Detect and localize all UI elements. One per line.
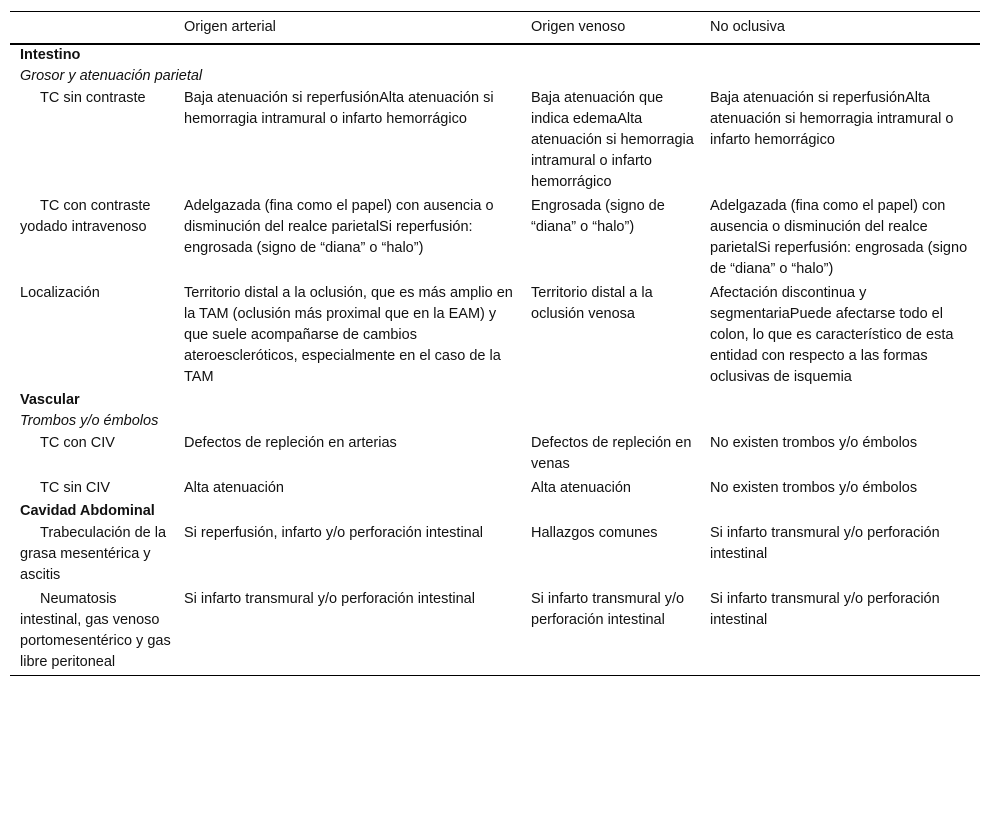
header-cell-empty [10,12,178,45]
subsection-label: Grosor y atenuación parietal [20,68,203,84]
table-cell: Defectos de repleción en arterias [184,435,397,451]
table-cell: Alta atenuación [184,480,284,496]
table-cell: Si infarto transmural y/o perforación intestinal [710,525,940,562]
table-cell: Baja atenuación si reperfusiónAlta atenuación si hemorragia intramural o infarto hemorrágico [710,90,954,148]
header-origen-venoso: Origen venoso [531,19,626,35]
section-row [10,44,980,66]
table-cell: No existen trombos y/o émbolos [710,435,918,451]
table-row [10,195,980,282]
row-label: TC con contraste yodado intravenoso [20,198,151,235]
table-cell: No existen trombos y/o émbolos [710,480,918,496]
subsection-row [10,66,980,87]
table-cell: Afectación discontinua y segmentariaPuede afectarse todo el colon, lo que es característico de esta entidad con respecto a las formas oclusivas de isquemia [710,285,954,385]
table-row [10,477,980,501]
row-label: TC sin contraste [40,90,146,106]
table-cell: Si reperfusión, infarto y/o perforación intestinal [184,525,484,541]
table-cell: Baja atenuación si reperfusiónAlta atenuación si hemorragia intramural o infarto hemorrágico [184,90,494,127]
table-row [10,432,980,477]
table-cell: Baja atenuación que indica edemaAlta atenuación si hemorragia intramural o infarto hemorrágico [531,90,694,190]
row-label: Neumatosis intestinal, gas venoso portomesentérico y gas libre peritoneal [20,591,171,670]
table-row [10,87,980,195]
row-label: TC con CIV [40,435,115,451]
table-cell: Adelgazada (fina como el papel) con ausencia o disminución del realce parietalSi reperfusión: engrosada (signo de “diana” o “halo”) [710,198,968,277]
header-origen-arterial: Origen arterial [184,19,276,35]
subsection-row [10,411,980,432]
section-label: Vascular [20,392,80,408]
header-no-oclusiva: No oclusiva [710,19,785,35]
table-body [10,44,980,676]
row-label: Localización [20,285,100,301]
section-row [10,390,980,411]
findings-table [10,11,980,676]
table-cell: Adelgazada (fina como el papel) con ausencia o disminución del realce parietalSi reperfusión: engrosada (signo de “diana” o “halo”) [184,198,494,256]
row-label: TC sin CIV [40,480,111,496]
table-cell: Si infarto transmural y/o perforación intestinal [710,591,940,628]
table-cell: Hallazgos comunes [531,525,658,541]
table-cell: Engrosada (signo de “diana” o “halo”) [531,198,665,235]
section-row [10,501,980,522]
section-label: Cavidad Abdominal [20,503,155,519]
section-label: Intestino [20,47,81,63]
table-row [10,282,980,390]
table-cell: Territorio distal a la oclusión, que es más amplio en la TAM (oclusión más proximal que en la EAM) y que suele acompañarse de cambios ateroescleróticos, especialmente en el caso de la TAM [184,285,513,385]
table-cell: Defectos de repleción en venas [531,435,692,472]
table-cell: Alta atenuación [531,480,631,496]
table-row [10,588,980,676]
table-cell: Si infarto transmural y/o perforación intestinal [184,591,475,607]
table-cell: Si infarto transmural y/o perforación intestinal [531,591,685,628]
table-row [10,522,980,588]
header-row [10,12,980,45]
table-cell: Territorio distal a la oclusión venosa [531,285,653,322]
subsection-label: Trombos y/o émbolos [20,413,159,429]
row-label: Trabeculación de la grasa mesentérica y ascitis [20,525,167,583]
